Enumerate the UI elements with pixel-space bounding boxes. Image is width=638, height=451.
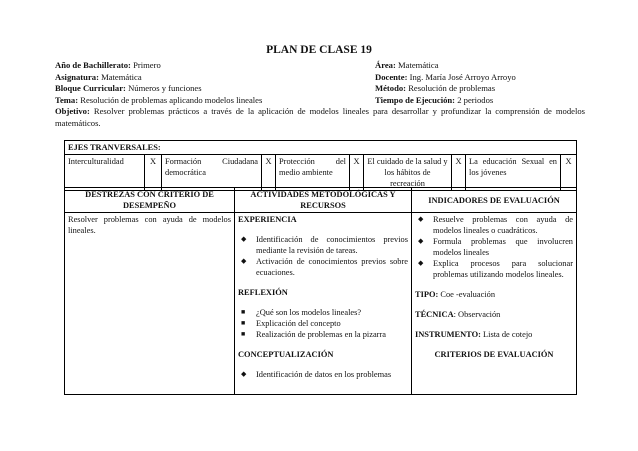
header-actividades: ACTIVIDADES METODOLÓGICAS Y RECURSOS — [235, 188, 412, 213]
tiempo-field: Tiempo de Ejecución: 2 periodos — [375, 94, 494, 105]
docente-field: Docente: Ing. María José Arroyo Arroyo — [375, 71, 516, 82]
eje-label: La educación Sexual en los jóvenes — [466, 155, 561, 191]
reflexion-title: REFLEXIÓN — [238, 288, 288, 297]
eje-mark: X — [145, 155, 162, 191]
square-bullet-icon: ■ — [241, 308, 246, 316]
eje-label: Protección del medio ambiente — [276, 155, 350, 191]
reflexion-list — [238, 307, 408, 340]
list-item: ◆ Identificación de datos en los problemas — [241, 370, 392, 379]
eje-label: Formación Ciudadana democrática — [162, 155, 262, 191]
experiencia-list — [238, 234, 408, 278]
diamond-bullet-icon: ◆ — [241, 257, 247, 265]
list-item: ◆ Activación de conocimientos previos sobre ecuaciones. — [241, 257, 408, 277]
diamond-bullet-icon: ◆ — [418, 259, 424, 267]
conceptualizacion-title: CONCEPTUALIZACIÓN — [238, 350, 334, 359]
tipo-field: TIPO: Coe -evaluación — [415, 290, 496, 299]
diamond-bullet-icon: ◆ — [418, 215, 424, 223]
actividades-cell — [235, 213, 412, 395]
experiencia-title: EXPERIENCIA — [238, 215, 297, 224]
diamond-bullet-icon: ◆ — [241, 370, 247, 378]
anio-field: Año de Bachillerato: Primero — [55, 60, 161, 70]
plan-table — [64, 187, 577, 395]
diamond-bullet-icon: ◆ — [241, 235, 247, 243]
asignatura-field: Asignatura: Matemática — [55, 71, 142, 82]
page-title: PLAN DE CLASE 19 — [266, 44, 372, 56]
bloque-field: Bloque Curricular: Números y funciones — [55, 83, 202, 93]
header-destrezas: DESTREZAS CON CRITERIO DE DESEMPEÑO — [65, 188, 235, 213]
indicadores-cell — [412, 213, 577, 395]
criterios-title: CRITERIOS DE EVALUACIÓN — [434, 350, 554, 359]
list-item: ■ Explicación del concepto — [241, 319, 341, 328]
list-item: ■ Realización de problemas en la pizarra — [241, 330, 386, 339]
conceptualizacion-list — [238, 369, 408, 380]
objetivo-field: Objetivo: Resolver problemas prácticos a través de la aplicación de modelos lineales para desarrollar y profundizar la comprensión de modelos matemáticos. — [55, 106, 585, 128]
header-indicadores: INDICADORES DE EVALUACIÓN — [412, 188, 577, 213]
ejes-title: EJES TRANVERSALES: — [65, 141, 577, 155]
square-bullet-icon: ■ — [241, 330, 246, 338]
eje-label: El cuidado de la salud y los hábitos de recreación — [364, 155, 452, 191]
eje-mark: X — [262, 155, 276, 191]
list-item: ◆ Explica procesos para solucionar problemas utilizando modelos lineales. — [418, 259, 573, 279]
metodo-field: Método: Resolución de problemas — [375, 83, 496, 93]
eje-mark: X — [350, 155, 364, 191]
eje-label: Interculturalidad — [65, 155, 145, 191]
tecnica-field: TÉCNICA: Observación — [415, 310, 501, 319]
diamond-bullet-icon: ◆ — [418, 237, 424, 245]
eje-mark: X — [452, 155, 466, 191]
list-item: ◆ Resuelve problemas con ayuda de modelos lineales o cuadráticos. — [418, 215, 573, 235]
list-item: ■ ¿Qué son los modelos lineales? — [241, 308, 362, 317]
instrumento-field: INSTRUMENTO: Lista de cotejo — [415, 330, 533, 339]
plan-metadata — [55, 60, 585, 129]
destreza-cell: Resolver problemas con ayuda de modelos lineales. — [65, 213, 235, 395]
tema-field: Tema: Resolución de problemas aplicando modelos lineales — [55, 94, 263, 105]
ejes-transversales-table — [64, 140, 577, 191]
list-item: ◆ Formula problemas que involucren modelos lineales — [418, 237, 573, 257]
area-field: Área: Matemática — [375, 60, 439, 70]
square-bullet-icon: ■ — [241, 319, 246, 327]
eje-mark: X — [561, 155, 577, 191]
list-item: ◆ Identificación de conocimientos previos mediante la revisión de tareas. — [241, 235, 408, 255]
indicadores-list — [415, 214, 573, 280]
